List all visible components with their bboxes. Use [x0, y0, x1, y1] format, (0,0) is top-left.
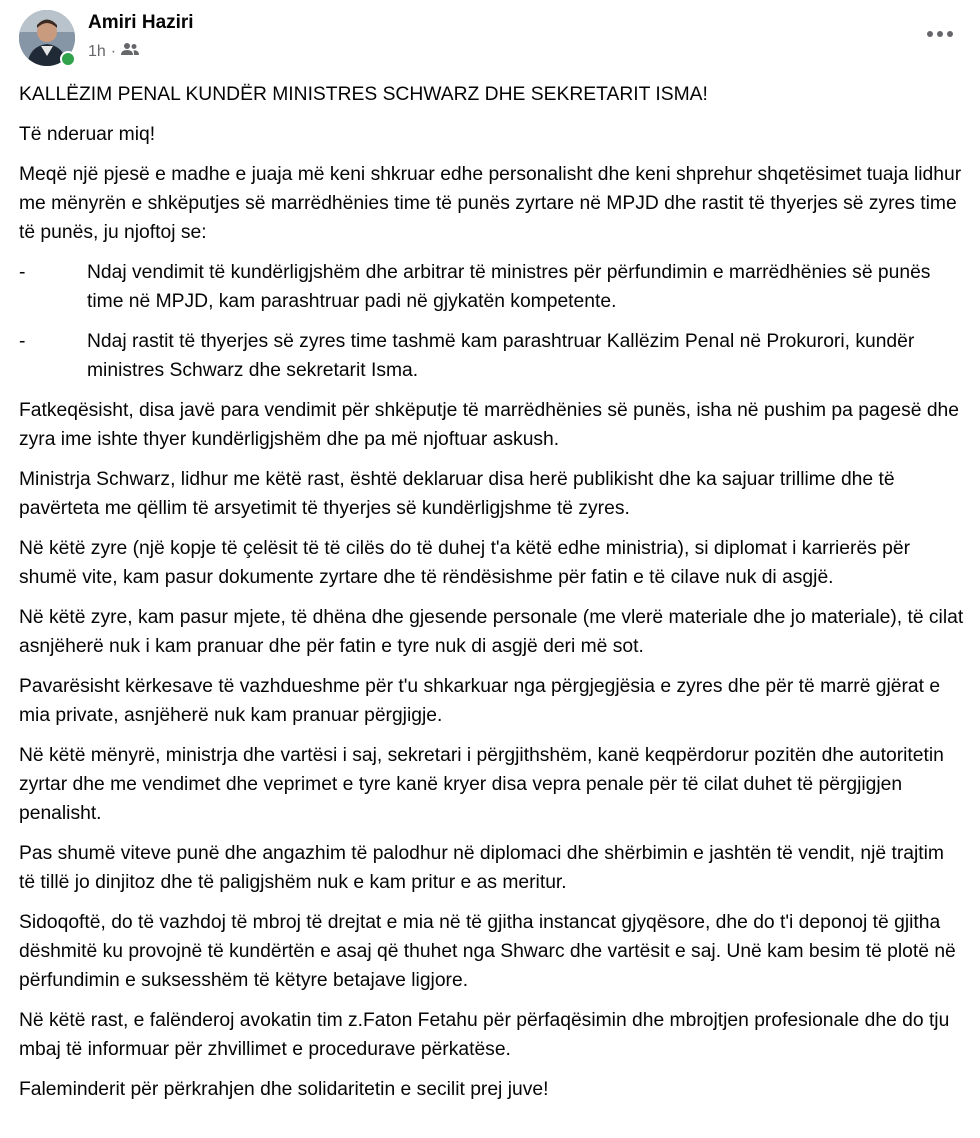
post-time[interactable]: 1h [88, 42, 106, 60]
bullet-text: Ndaj rastit të thyerjes së zyres time tashmë kam parashtruar Kallëzim Penal në Prokurori, kundër ministres Schwarz dhe sekretarit Isma. [87, 331, 915, 381]
bullet-dash: - [19, 331, 26, 352]
post-body [19, 80, 964, 1115]
bullet-text: Ndaj vendimit të kundërligjshëm dhe arbitrar të ministres për përfundimin e marrëdhënies së punës time në MPJD, kam parashtruar padi në gjykatën kompetente. [87, 262, 931, 312]
post-greeting: Të nderuar miq! [19, 124, 156, 145]
post-meta [88, 42, 139, 61]
bullet-dash: - [19, 262, 26, 283]
bullet-item [19, 258, 964, 316]
post-paragraph: Sidoqoftë, do të vazhdoj të mbroj të drejtat e mia në të gjitha instancat gjyqësore, dhe do t'i deponoj të gjitha dëshmitë ku provojnë të kundërtën e asaj që thuhet nga Shwarc dhe vartësit e saj. Unë kam besim të plotë në përfundimin e suksesshëm të këtyre betajave ligjore. [19, 912, 956, 991]
post-closing: Faleminderit për përkrahjen dhe solidaritetin e secilit prej juve! [19, 1079, 549, 1100]
author-name[interactable]: Amiri Haziri [88, 12, 194, 33]
more-options-icon[interactable] [922, 22, 958, 46]
post-paragraph: Pavarësisht kërkesave të vazhdueshme për t'u shkarkuar nga përgjegjësia e zyres dhe për të marrë gjërat e mia private, asnjëherë nuk kam pranuar përgjigje. [19, 676, 941, 726]
post-headline: KALLËZIM PENAL KUNDËR MINISTRES SCHWARZ DHE SEKRETARIT ISMA! [19, 84, 708, 105]
post-paragraph: Pas shumë viteve punë dhe angazhim të palodhur në diplomaci dhe shërbimin e jashtën të vendit, një trajtim të tillë jo dinjitoz dhe të paligjshëm nuk e kam pritur e as meritur. [19, 843, 944, 893]
post-paragraph: Ministrja Schwarz, lidhur me këtë rast, është deklaruar disa herë publikisht dhe ka sajuar trillime dhe të pavërteta me qëllim të arsyetimit të thyerjes së kundërligjshme të zyres. [19, 469, 895, 519]
post-paragraph: Në këtë zyre, kam pasur mjete, të dhëna dhe gjesende personale (me vlerë materiale dhe jo materiale), të cilat asnjëherë nuk i kam pranuar dhe për fatin e tyre nuk di asgjë deri më sot. [19, 607, 964, 657]
bullet-item [19, 327, 964, 385]
post-paragraph: Në këtë zyre (një kopje të çelësit të të cilës do të duhej t'a këtë edhe ministria), si diplomat i karrierës për shumë vite, kam pasur dokumente zyrtare dhe të rëndësishme për fatin e të cilave nuk di asgjë. [19, 538, 911, 588]
post-paragraph: Në këtë mënyrë, ministrja dhe vartësi i saj, sekretari i përgjithshëm, kanë keqpërdorur pozitën dhe autoritetin zyrtar dhe me vendimet dhe veprimet e tyre kanë kryer disa vepra penale për të cilat duhet të përgjigjen penalisht. [19, 745, 944, 824]
post-paragraph: Fatkeqësisht, disa javë para vendimit për shkëputje të marrëdhënies së punës, isha në pushim pa pagesë dhe zyra ime ishte thyer kundërligjshëm dhe pa më njoftuar askush. [19, 400, 959, 450]
online-status-dot [60, 51, 76, 67]
post-header [0, 0, 980, 72]
meta-separator: · [110, 42, 117, 60]
post-paragraph: Meqë një pjesë e madhe e juaja më keni shkruar edhe personalisht dhe keni shprehur shqetësimet tuaja lidhur me mënyrën e shkëputjes së marrëdhënies time të punës zyrtare në MPJD dhe rastit të thyerjes së zyres time të punës, ju njoftoj se: [19, 164, 962, 243]
post-paragraph: Në këtë rast, e falënderoj avokatin tim z.Faton Fetahu për përfaqësimin dhe mbrojtjen profesionale dhe do tju mbaj të informuar për zhvillimet e procedurave përkatëse. [19, 1010, 950, 1060]
friends-icon[interactable] [121, 42, 139, 61]
